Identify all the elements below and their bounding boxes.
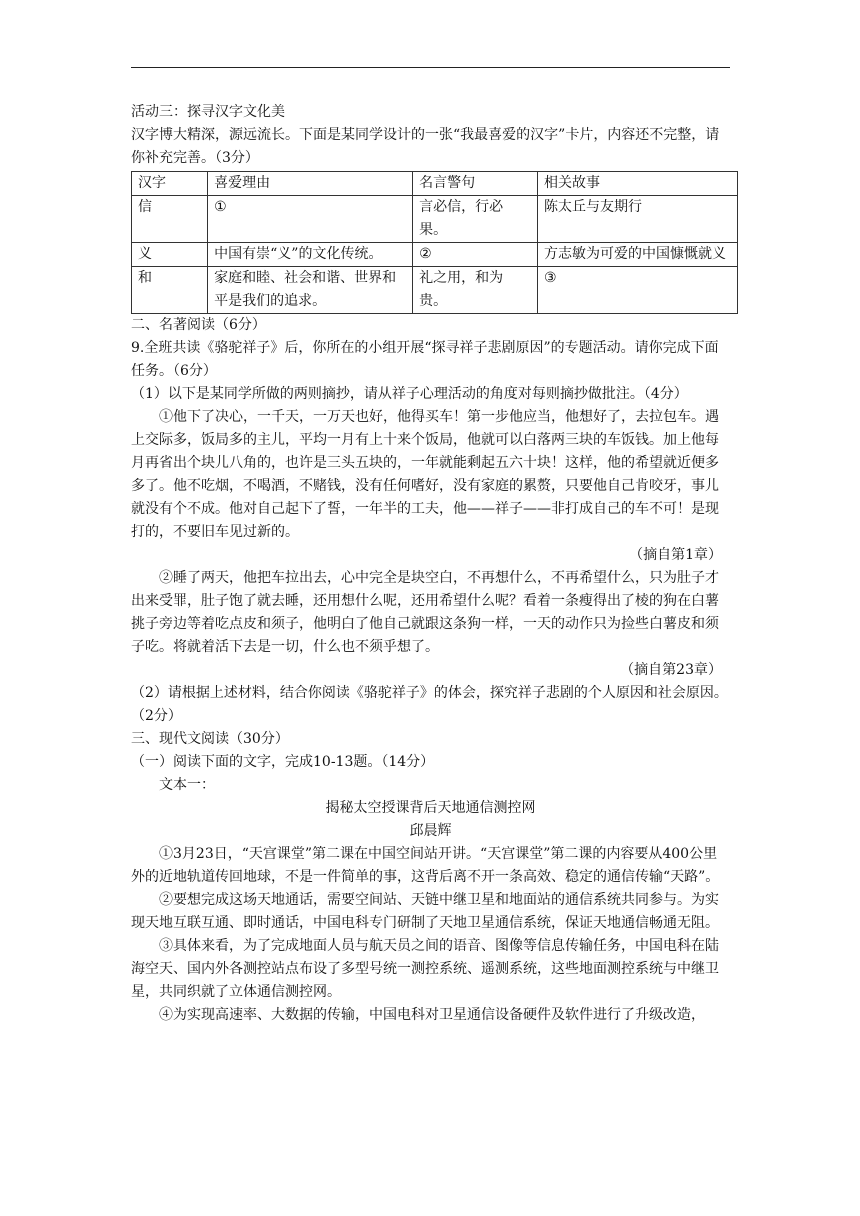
excerpt-1: ①他下了决心，一千天，一万天也好，他得买车！第一步他应当，他想好了，去拉包车。遇上交际多，饭局多的主儿，平均一月有上十来个饭局，他就可以白落两三块的车饭钱。加上他每月再省出个块儿八角的，也许是三头五块的，一年就能剩起五六十块！这样，他的希望就近便多多了。他不吃烟，不喝酒，不赌钱，没有任何嗜好，没有家庭的累赘，只要他自己肯咬牙，事儿就没有个不成。他对自己起下了誓，一年半的工夫，他——祥子——非打成自己的车不可！是现打的，不要旧车见过新的。 [131,409,719,540]
question-9-1: （1）以下是某同学所做的两则摘抄，请从祥子心理活动的角度对每则摘抄做批注。（4分） [131,386,688,402]
section2-heading: 二、名著阅读（6分） [131,317,266,333]
table-row [132,196,738,243]
header-rule [131,67,730,68]
table-cell: 信 [132,196,208,243]
table-cell: 中国有崇“义”的文化传统。 [208,243,413,267]
question-9: 9.全班共读《骆驼祥子》后，你所在的小组开展“探寻祥子悲剧原因”的专题活动。请你完成下面任务。（6分） [131,340,719,379]
table-cell: 礼之用，和为贵。 [413,267,538,314]
table-cell: 方志敏为可爱的中国慷慨就义 [538,243,738,267]
favorite-character-table [131,171,738,314]
table-cell: 言必信，行必果。 [413,196,538,243]
activity3-heading: 活动三：探寻汉字文化美 [131,104,285,120]
excerpt-1-source: （摘自第1章） [629,547,722,563]
excerpt-2-source: （摘自第23章） [620,662,722,678]
question-9-2: （2）请根据上述材料，结合你阅读《骆驼祥子》的体会，探究祥子悲剧的个人原因和社会原因。（2分） [131,685,728,724]
table-cell: 和 [132,267,208,314]
table-header-row [132,172,738,196]
table-row [132,243,738,267]
article-author: 邱晨辉 [409,823,452,839]
table-header-cell: 相关故事 [538,172,738,196]
table-cell: ① [208,196,413,243]
article-title: 揭秘太空授课背后天地通信测控网 [325,800,536,816]
table-cell: 家庭和睦、社会和谐、世界和平是我们的追求。 [208,267,413,314]
article-paragraph: ②要想完成这场天地通话，需要空间站、天链中继卫星和地面站的通信系统共同参与。为实现天地互联互通、即时通话，中国电科专门研制了天地卫星通信系统，保证天地通信畅通无阻。 [131,892,719,931]
article-paragraph: ③具体来看，为了完成地面人员与航天员之间的语音、图像等信息传输任务，中国电科在陆海空天、国内外各测控站点布设了多型号统一测控系统、遥测系统，这些地面测控系统与中继卫星，共同织就了立体通信测控网。 [131,938,719,1000]
table-header-cell: 汉字 [132,172,208,196]
table-cell: ③ [538,267,738,314]
table-header-cell: 名言警句 [413,172,538,196]
text1-label: 文本一： [159,777,215,793]
excerpt-2: ②睡了两天，他把车拉出去，心中完全是块空白，不再想什么，不再希望什么，只为肚子才出来受罪，肚子饱了就去睡，还用想什么呢，还用希望什么呢？看着一条瘦得出了棱的狗在白薯挑子旁边等着吃点皮和须子，他明白了他自己就跟这条狗一样，一天的动作只为捡些白薯皮和须子吃。将就着活下去是一切，什么也不须乎想了。 [131,570,719,655]
table-cell: 义 [132,243,208,267]
section3-part1: （一）阅读下面的文字，完成10-13题。（14分） [131,754,435,770]
page-content [131,101,730,1027]
activity3-intro: 汉字博大精深，源远流长。下面是某同学设计的一张“我最喜爱的汉字”卡片，内容还不完整，请你补充完善。（3分） [131,127,720,166]
article-paragraph: ④为实现高速率、大数据的传输，中国电科对卫星通信设备硬件及软件进行了升级改造， [159,1007,705,1023]
table-header-cell: 喜爱理由 [208,172,413,196]
article-paragraph: ①3月23日，“天宫课堂”第二课在中国空间站开讲。“天宫课堂”第二课的内容要从400公里外的近地轨道传回地球，不是一件简单的事，这背后离不开一条高效、稳定的通信传输“天路”。 [131,846,720,885]
table-cell: 陈太丘与友期行 [538,196,738,243]
section3-heading: 三、现代文阅读（30分） [131,731,289,747]
table-cell: ② [413,243,538,267]
table-row [132,267,738,314]
